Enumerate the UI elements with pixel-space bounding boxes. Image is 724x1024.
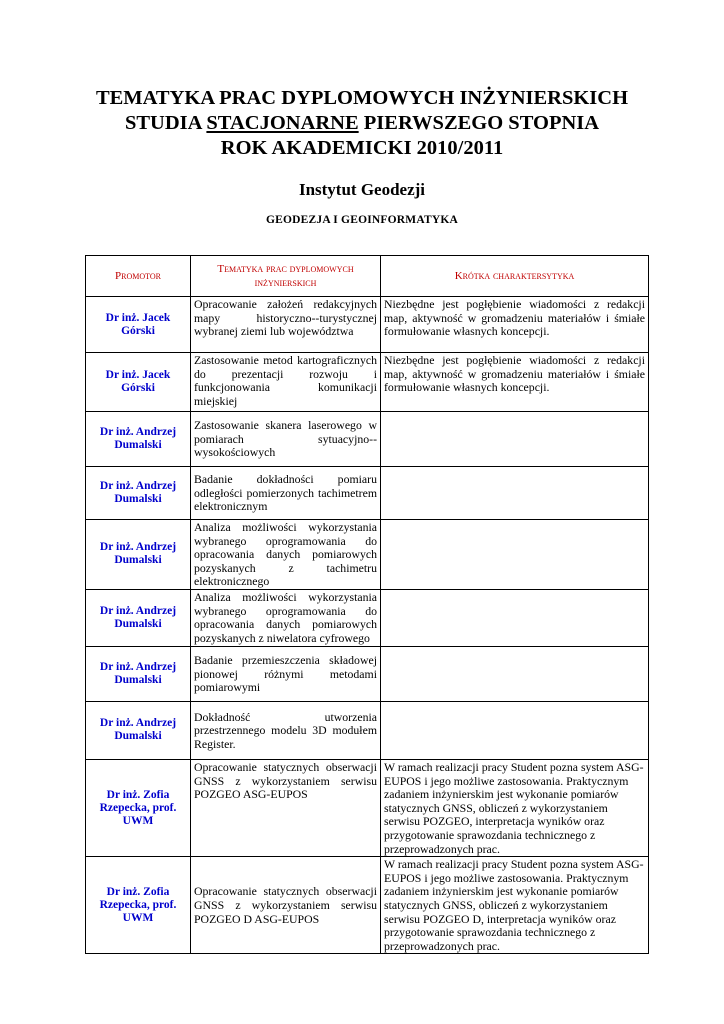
description-cell <box>381 646 649 701</box>
header-promotor: Promotor <box>86 256 191 297</box>
topic-cell: Opracowanie statycznych obserwacji GNSS z wykorzystaniem serwisu POZGEO D ASG-EUPOS <box>191 857 381 954</box>
topic-cell: Dokładność utworzenia przestrzennego modelu 3D modułem Register. <box>191 701 381 759</box>
promotor-cell: Dr inż. Andrzej Dumalski <box>86 412 191 467</box>
description-cell <box>381 701 649 759</box>
description-cell: Niezbędne jest pogłębienie wiadomości z redakcji map, aktywność w gromadzeniu materiałów i śmiałe formułowanie własnych koncepcji. <box>381 353 649 412</box>
document-title <box>0 86 724 161</box>
table-row <box>86 412 649 467</box>
topic-cell: Opracowanie statycznych obserwacji GNSS z wykorzystaniem serwisu POZGEO ASG-EUPOS <box>191 759 381 856</box>
table-row <box>86 467 649 520</box>
header-topic: Tematyka prac dyplomowych inżynierskich <box>191 256 381 297</box>
table-row <box>86 857 649 954</box>
topic-cell: Opracowanie założeń redakcyjnych mapy historyczno--turystycznej wybranej ziemi lub województwa <box>191 297 381 353</box>
topic-cell: Zastosowanie metod kartograficznych do prezentacji rozwoju i funkcjonowania komunikacji miejskiej <box>191 353 381 412</box>
topics-table <box>85 255 649 954</box>
promotor-cell: Dr inż. Andrzej Dumalski <box>86 467 191 520</box>
promotor-cell: Dr inż. Zofia Rzepecka, prof. UWM <box>86 857 191 954</box>
table-row <box>86 353 649 412</box>
promotor-cell: Dr inż. Zofia Rzepecka, prof. UWM <box>86 759 191 856</box>
description-cell <box>381 589 649 646</box>
title-line-2 <box>0 111 724 136</box>
description-cell: W ramach realizacji pracy Student pozna system ASG-EUPOS i jego możliwe zastosowania. Praktycznym zadaniem inżynierskim jest wykonanie pomiarów statycznych GNSS, obliczeń z wykorzystaniem serwisu POZGEO D, interpretacja wyników oraz przygotowanie sprawozdania technicznego z przeprowadzonych prac. <box>381 857 649 954</box>
description-cell <box>381 467 649 520</box>
field-of-study: GEODEZJA I GEOINFORMATYKA <box>266 214 458 226</box>
table-header-row <box>86 256 649 297</box>
institute-name: Instytut Geodezji <box>298 180 426 199</box>
title-line-3: ROK AKADEMICKI 2010/2011 <box>220 137 504 159</box>
description-cell: W ramach realizacji pracy Student pozna system ASG-EUPOS i jego możliwe zastosowania. Praktycznym zadaniem inżynierskim jest wykonanie pomiarów statycznych GNSS, obliczeń z wykorzystaniem serwisu POZGEO, interpretacja wyników oraz przygotowanie sprawozdania technicznego z przeprowadzonych prac. <box>381 759 649 856</box>
promotor-cell: Dr inż. Jacek Górski <box>86 353 191 412</box>
table-row <box>86 520 649 590</box>
title-line-2-underlined: STACJONARNE <box>206 112 359 134</box>
title-line-1: TEMATYKA PRAC DYPLOMOWYCH INŻYNIERSKICH <box>95 87 629 109</box>
table-row <box>86 759 649 856</box>
topic-cell: Analiza możliwości wykorzystania wybranego oprogramowania do opracowania danych pomiarowych pozyskanych z niwelatora cyfrowego <box>191 589 381 646</box>
table-row <box>86 297 649 353</box>
title-line-2-prefix: STUDIA <box>124 112 207 134</box>
topic-cell: Badanie dokładności pomiaru odległości pomierzonych tachimetrem elektronicznym <box>191 467 381 520</box>
title-line-2-suffix: PIERWSZEGO STOPNIA <box>358 112 600 134</box>
header-description: Krótka charaktersytyka <box>381 256 649 297</box>
table-row <box>86 589 649 646</box>
promotor-cell: Dr inż. Andrzej Dumalski <box>86 520 191 590</box>
topic-cell: Analiza możliwości wykorzystania wybranego oprogramowania do opracowania danych pomiarowych pozyskanych z tachimetru elektronicznego <box>191 520 381 590</box>
promotor-cell: Dr inż. Jacek Górski <box>86 297 191 353</box>
table-row <box>86 701 649 759</box>
table-row <box>86 646 649 701</box>
description-cell <box>381 520 649 590</box>
description-cell: Niezbędne jest pogłębienie wiadomości z redakcji map, aktywność w gromadzeniu materiałów i śmiałe formułowanie własnych koncepcji. <box>381 297 649 353</box>
promotor-cell: Dr inż. Andrzej Dumalski <box>86 646 191 701</box>
topic-cell: Badanie przemieszczenia składowej pionowej różnymi metodami pomiarowymi <box>191 646 381 701</box>
promotor-cell: Dr inż. Andrzej Dumalski <box>86 701 191 759</box>
topic-cell: Zastosowanie skanera laserowego w pomiarach sytuacyjno--wysokościowych <box>191 412 381 467</box>
promotor-cell: Dr inż. Andrzej Dumalski <box>86 589 191 646</box>
description-cell <box>381 412 649 467</box>
